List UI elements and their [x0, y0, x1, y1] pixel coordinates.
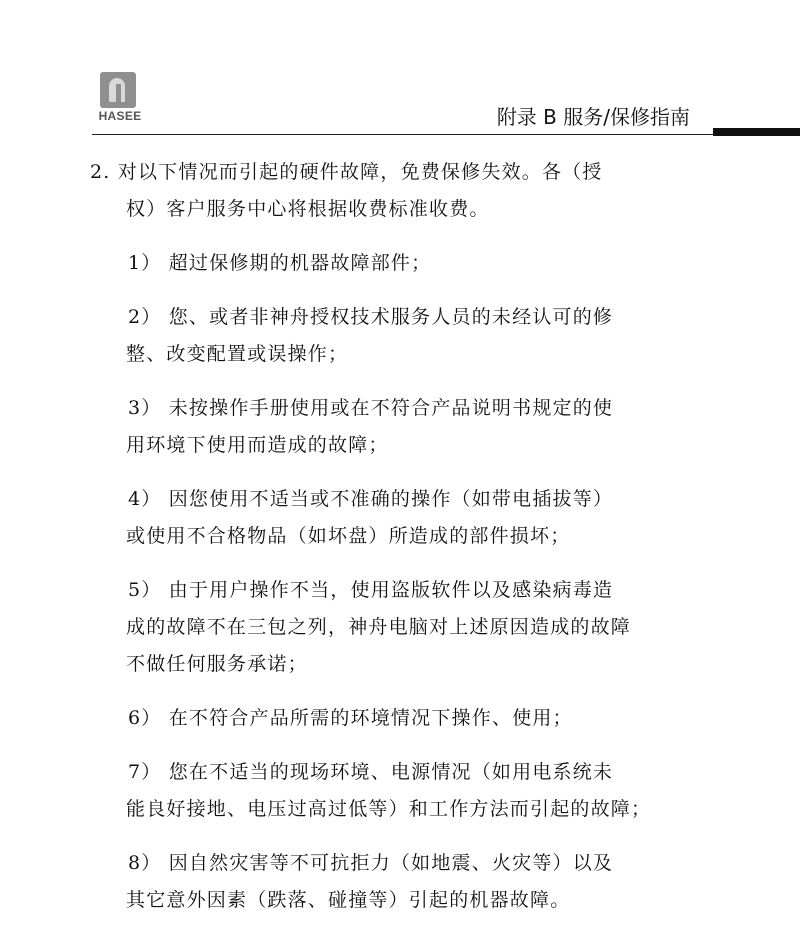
text-line: 7） 您在不适当的现场环境、电源情况（如用电系统未	[128, 761, 614, 783]
text-line: 5） 由于用户操作不当，使用盗版软件以及感染病毒造	[128, 579, 614, 601]
text-line: 能良好接地、电压过高过低等）和工作方法而引起的故障；	[126, 798, 652, 820]
text-line: 成的故障不在三包之列，神舟电脑对上述原因造成的故障	[126, 616, 632, 638]
text-line: 其它意外因素（跌落、碰撞等）引起的机器故障。	[126, 889, 571, 911]
list-item	[90, 299, 690, 373]
document-body	[90, 154, 690, 936]
hasee-logo-mark	[100, 72, 136, 108]
text-line: 4） 因您使用不适当或不准确的操作（如带电插拔等）	[128, 488, 614, 510]
text-line: 2. 对以下情况而引起的硬件故障，免费保修失效。各（授	[90, 161, 603, 183]
text-line: 8） 因自然灾害等不可抗拒力（如地震、火灾等）以及	[128, 852, 614, 874]
list-item	[90, 390, 690, 464]
hasee-logo	[92, 72, 144, 124]
text-line: 1） 超过保修期的机器故障部件；	[128, 252, 432, 274]
text-line: 6） 在不符合产品所需的环境情况下操作、使用；	[128, 707, 573, 729]
text-line: 权）客户服务中心将根据收费标准收费。	[126, 198, 490, 220]
text-line: 不做任何服务承诺；	[126, 653, 308, 675]
text-line: 2） 您、或者非神舟授权技术服务人员的未经认可的修	[128, 306, 614, 328]
text-line: 或使用不合格物品（如坏盘）所造成的部件损坏；	[126, 525, 571, 547]
text-line: 用环境下使用而造成的故障；	[126, 434, 389, 456]
text-line: 整、改变配置或误操作；	[126, 343, 349, 365]
list-item	[90, 572, 690, 683]
header-divider-accent	[713, 128, 800, 136]
text-line: 3） 未按操作手册使用或在不符合产品说明书规定的使	[128, 397, 614, 419]
list-item	[90, 754, 690, 828]
list-item	[90, 845, 690, 919]
logo-text: HASEE	[98, 109, 142, 123]
list-item	[90, 245, 690, 282]
list-item	[90, 700, 690, 737]
page-header-title: 附录 B 服务/保修指南	[496, 105, 690, 129]
header-divider	[92, 134, 800, 135]
intro-paragraph	[90, 154, 690, 228]
list-item	[90, 481, 690, 555]
